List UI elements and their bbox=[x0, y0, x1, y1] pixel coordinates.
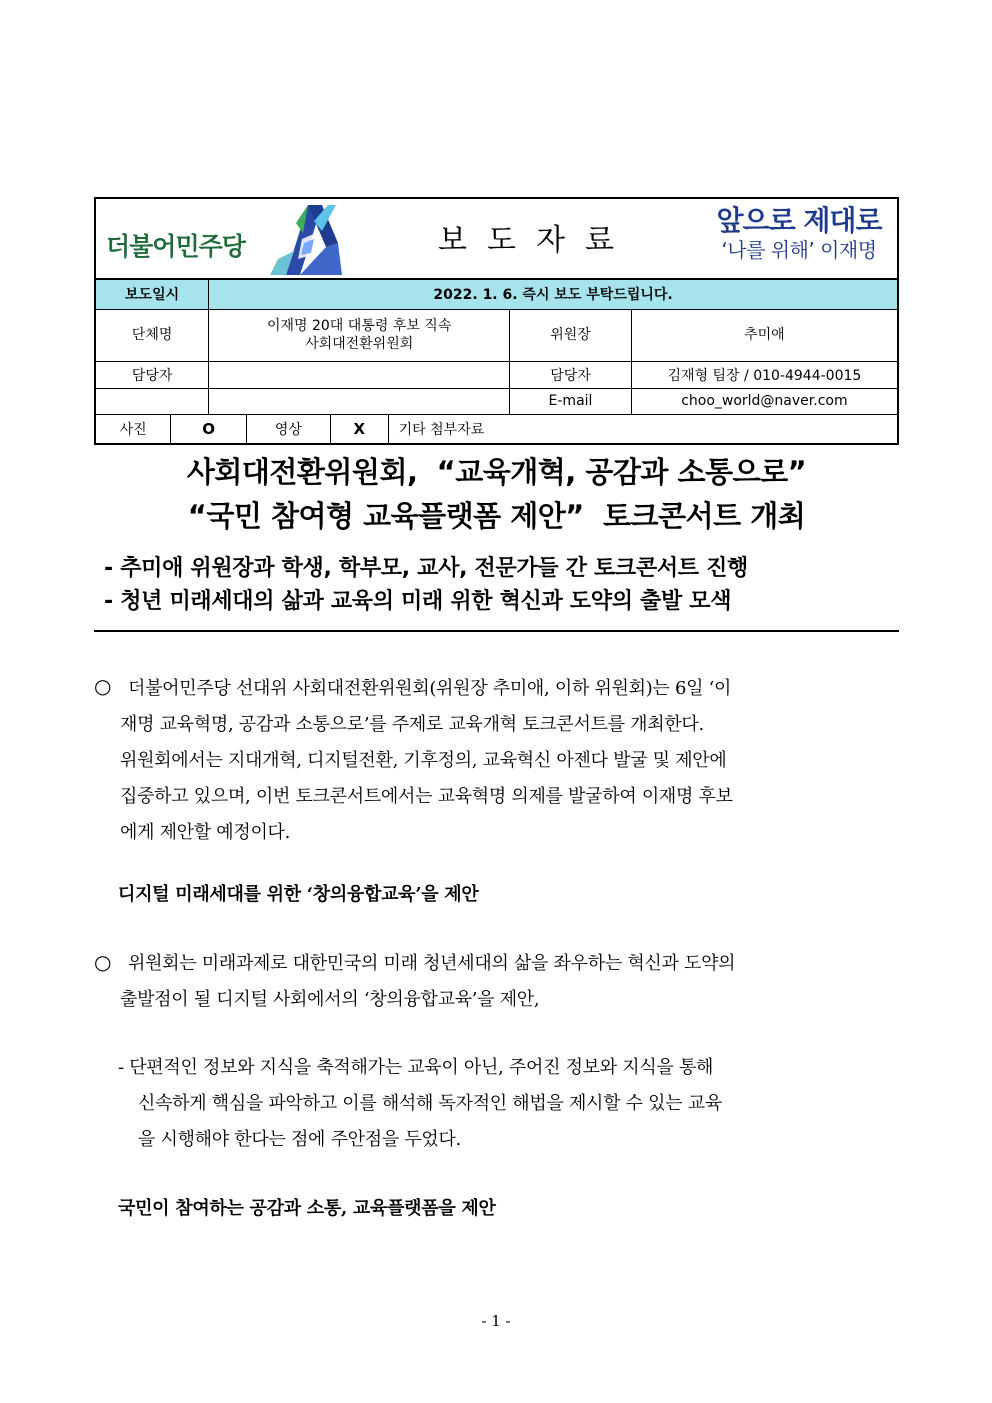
email-value: choo_world@naver.com bbox=[631, 388, 898, 414]
date-label: 보도일시 bbox=[95, 279, 209, 309]
doc-type-title: 보도자료 bbox=[438, 223, 634, 258]
email-label: E-mail bbox=[510, 388, 632, 414]
party-name: 더불어민주당 bbox=[106, 232, 245, 261]
manager-value: 김재형 팀장 / 010-4944-0015 bbox=[631, 361, 898, 388]
manager-empty-left bbox=[209, 361, 510, 388]
org-label: 단체명 bbox=[95, 309, 209, 361]
attach-label: 기타 첨부자료 bbox=[388, 414, 898, 444]
chair-label: 위원장 bbox=[510, 309, 632, 361]
party-mark-icon bbox=[256, 203, 346, 277]
manager-label-right: 담당자 bbox=[510, 361, 632, 388]
org-value-line1: 이재명 20대 대통령 후보 직속 bbox=[266, 318, 452, 334]
para1-line: 더불어민주당 선대위 사회대전환위원회(위원장 추미애, 이하 위원회)는 6일 ‘이 bbox=[128, 678, 732, 699]
org-value-line2: 사회대전환위원회 bbox=[305, 336, 414, 352]
section-title-1: 디지털 미래세대를 위한 ‘창의융합교육’을 제안 bbox=[118, 884, 479, 905]
subhead-1: - 추미애 위원장과 학생, 학부모, 교사, 전문가들 간 토크콘서트 진행 bbox=[104, 556, 748, 581]
chair-value: 추미애 bbox=[631, 309, 898, 361]
manager-label-left: 담당자 bbox=[95, 361, 209, 388]
para1-line: 집중하고 있으며, 이번 토크콘서트에서는 교육혁명 의제를 발굴하여 이재명 후보 bbox=[120, 786, 733, 807]
paragraph-1 bbox=[120, 671, 898, 851]
party-logo bbox=[104, 205, 344, 275]
press-release-header bbox=[94, 197, 899, 278]
video-value: X bbox=[330, 414, 388, 444]
para2-line: 출발점이 될 디지털 사회에서의 ‘창의융합교육’을 제안, bbox=[120, 989, 540, 1010]
release-info-table bbox=[94, 278, 899, 445]
subhead-2: - 청년 미래세대의 삶과 교육의 미래 위한 혁신과 도약의 출발 모색 bbox=[104, 589, 732, 614]
bullet-circle-1: ○ bbox=[94, 674, 112, 698]
para3-line: - 단편적인 정보와 지식을 축적해가는 교육이 아닌, 주어진 정보와 지식을 통해 bbox=[118, 1057, 714, 1078]
subheadings bbox=[104, 552, 894, 618]
page-number: - 1 - bbox=[481, 1312, 511, 1330]
divider bbox=[94, 630, 899, 632]
photo-value: O bbox=[171, 414, 247, 444]
para1-line: 에게 제안할 예정이다. bbox=[120, 822, 291, 843]
headline bbox=[94, 450, 899, 538]
paragraph-3 bbox=[118, 1050, 898, 1158]
slogan-main: 앞으로 제대로 bbox=[716, 204, 882, 237]
paragraph-2 bbox=[120, 946, 898, 1018]
slogan-sub: ‘나를 위해’ 이재명 bbox=[721, 238, 877, 262]
mail-empty-mid bbox=[209, 388, 510, 414]
photo-label: 사진 bbox=[95, 414, 171, 444]
mail-empty-left bbox=[95, 388, 209, 414]
para2-line: 위원회는 미래과제로 대한민국의 미래 청년세대의 삶을 좌우하는 혁신과 도약의 bbox=[128, 953, 736, 974]
video-label: 영상 bbox=[247, 414, 331, 444]
date-value: 2022. 1. 6. 즉시 보도 부탁드립니다. bbox=[209, 279, 898, 309]
org-value bbox=[209, 309, 510, 361]
bullet-circle-2: ○ bbox=[94, 950, 112, 974]
headline-line2: “국민 참여형 교육플랫폼 제안” 토크콘서트 개최 bbox=[187, 499, 806, 533]
campaign-slogan bbox=[709, 205, 889, 263]
section-title-2: 국민이 참여하는 공감과 소통, 교육플랫폼을 제안 bbox=[118, 1198, 496, 1219]
para3-line: 신속하게 핵심을 파악하고 이를 해석해 독자적인 해법을 제시할 수 있는 교육 bbox=[138, 1093, 722, 1114]
para1-line: 위원회에서는 지대개혁, 디지털전환, 기후정의, 교육혁신 아젠다 발굴 및 제안에 bbox=[120, 750, 727, 771]
para1-line: 재명 교육혁명, 공감과 소통으로’를 주제로 교육개혁 토크콘서트를 개최한다. bbox=[120, 714, 704, 735]
headline-line1: 사회대전환위원회, “교육개혁, 공감과 소통으로” bbox=[186, 455, 807, 489]
para3-line: 을 시행해야 한다는 점에 주안점을 두었다. bbox=[138, 1129, 462, 1150]
